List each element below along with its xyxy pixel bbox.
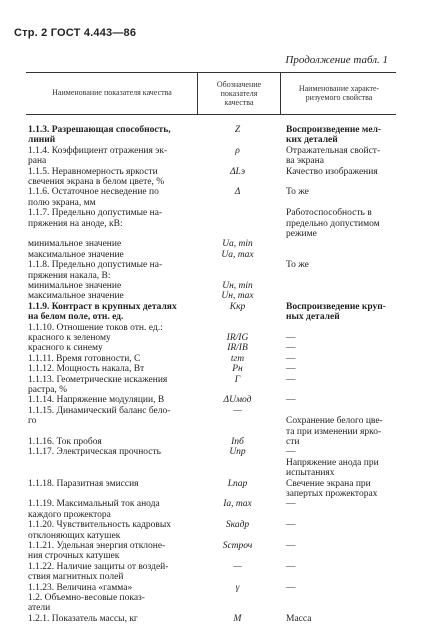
- property-name: —: [286, 499, 296, 510]
- property-name: То же: [286, 187, 309, 198]
- property-name: Работоспособность в: [286, 208, 372, 219]
- indicator-name: го: [28, 416, 37, 427]
- indicator-symbol: IR/IB: [227, 343, 248, 354]
- property-name: режиме: [286, 229, 317, 239]
- indicator-name: красного к синему: [28, 343, 103, 354]
- indicator-symbol: —: [233, 561, 242, 572]
- table-row: [0, 427, 422, 437]
- indicator-symbol: ΔLэ: [229, 166, 246, 177]
- indicator-symbol: —: [233, 405, 242, 416]
- table-row: [0, 135, 422, 145]
- table-row: [0, 395, 422, 405]
- property-name: ва экрана: [286, 156, 324, 167]
- table-row: [0, 593, 422, 603]
- indicator-name: 1.1.14. Напряжение модуляции, В: [28, 395, 165, 406]
- indicator-name: 1.1.4. Коэффициент отражения эк-: [28, 145, 168, 156]
- indicator-name: 1.1.11. Время готовности, С: [28, 353, 141, 364]
- table-row: [0, 562, 422, 572]
- property-name: запертых прожекторах: [286, 489, 378, 499]
- property-name: Качество изображения: [286, 166, 378, 177]
- indicator-symbol: tгт: [230, 353, 245, 364]
- indicator-name: 1.1.15. Динамический баланс бело-: [28, 405, 171, 416]
- indicator-name: атели: [28, 603, 51, 614]
- table-row: [0, 458, 422, 468]
- property-name: Напряжение анода при: [286, 457, 379, 468]
- indicator-symbol: ρ: [235, 145, 240, 156]
- indicator-symbol: Kкр: [229, 301, 246, 312]
- table-row: [0, 250, 422, 260]
- indicator-name: 1.1.3. Разрешающая способность,: [28, 125, 171, 135]
- table-row: [0, 520, 422, 530]
- indicator-name: максимальное значение: [28, 249, 124, 260]
- table-row: [0, 229, 422, 239]
- table-row: [0, 385, 422, 395]
- column-divider-2: [280, 72, 281, 114]
- property-name: —: [286, 374, 296, 385]
- property-name: —: [286, 520, 296, 531]
- indicator-symbol: Uн, max: [221, 291, 254, 302]
- property-name: испытаниях: [286, 468, 335, 479]
- table-row: [0, 198, 422, 208]
- property-name: Воспроизведение мел-: [286, 125, 382, 135]
- indicator-name: 1.1.23. Величина «гамма»: [28, 582, 133, 593]
- indicator-symbol: ΔUмод: [223, 395, 252, 406]
- indicator-symbol: Lпар: [227, 478, 248, 489]
- property-name: То же: [286, 260, 309, 271]
- property-name: —: [286, 333, 296, 343]
- indicator-symbol: Iпб: [231, 437, 244, 447]
- indicator-name: красного к зеленому: [28, 333, 111, 343]
- table-row: [0, 541, 422, 551]
- property-name: Сохранение белого цве-: [286, 416, 383, 427]
- indicator-name: 1.1.7. Предельно допустимые на-: [28, 208, 163, 219]
- table-row: [0, 551, 422, 561]
- table-row: [0, 531, 422, 541]
- property-name: —: [286, 353, 296, 364]
- table-row: [0, 323, 422, 333]
- property-name: Свечение экрана при: [286, 478, 371, 489]
- column-header-symbol: Обозначение показателя качества: [216, 80, 262, 107]
- table-row: [0, 281, 422, 291]
- property-name: —: [286, 447, 296, 458]
- table-row: [0, 416, 422, 426]
- indicator-name: 1.1.16. Ток пробоя: [28, 437, 102, 447]
- property-name: ких деталей: [286, 135, 338, 146]
- indicator-name: на белом поле, отн. ед.: [28, 312, 124, 323]
- table-row: [0, 499, 422, 509]
- property-name: та при изменении ярко-: [286, 426, 382, 437]
- indicator-name: полю экрана, мм: [28, 197, 96, 208]
- indicator-name: 1.1.12. Мощность накала, Вт: [28, 364, 145, 375]
- indicator-name: каждого прожектора: [28, 509, 111, 520]
- indicator-symbol: Iа, max: [223, 499, 252, 510]
- indicator-name: рана: [28, 156, 47, 167]
- indicator-symbol: Sстроч: [222, 541, 253, 551]
- table-header-rule: [26, 114, 396, 115]
- indicator-name: 1.1.22. Наличие защиты от воздей-: [28, 561, 169, 572]
- indicator-name: 1.2.1. Показатель массы, кг: [28, 613, 138, 624]
- property-name: предельно допустимом: [286, 218, 380, 229]
- table-row: [0, 343, 422, 353]
- table-row: [0, 479, 422, 489]
- indicator-name: 1.1.20. Чувствительность кадровых: [28, 520, 172, 531]
- table-row: [0, 375, 422, 385]
- indicator-symbol: Δ: [234, 187, 241, 198]
- property-name: —: [286, 582, 296, 593]
- indicator-name: 1.1.18. Паразитная эмиссия: [28, 478, 139, 489]
- indicator-name: пряжения на аноде, кВ:: [28, 218, 123, 229]
- indicator-symbol: Z: [234, 125, 241, 135]
- indicator-symbol: γ: [235, 582, 240, 593]
- property-name: —: [286, 343, 296, 354]
- table-row: [0, 125, 422, 135]
- indicator-name: 1.2. Объемно-весовые показ-: [28, 593, 145, 603]
- property-name: —: [286, 364, 296, 375]
- indicator-symbol: Uпр: [229, 447, 246, 458]
- indicator-name: 1.1.13. Геометрические искажения: [28, 374, 168, 385]
- table-row: [0, 146, 422, 156]
- table-row: [0, 271, 422, 281]
- table-row: [0, 333, 422, 343]
- table-row: [0, 208, 422, 218]
- property-name: ных деталей: [286, 312, 340, 323]
- indicator-symbol: Sкадр: [225, 520, 250, 531]
- indicator-name: растра, %: [28, 385, 68, 395]
- indicator-name: минимальное значение: [28, 281, 122, 291]
- table-row: [0, 291, 422, 301]
- indicator-name: 1.1.5. Неравномерность яркости: [28, 166, 158, 177]
- table-row: [0, 489, 422, 499]
- table-row: [0, 572, 422, 582]
- table-row: [0, 239, 422, 249]
- table-row: [0, 219, 422, 229]
- indicator-name: 1.1.9. Контраст в крупных деталях: [28, 301, 177, 312]
- indicator-symbol: Uа, max: [221, 249, 254, 260]
- indicator-name: 1.1.10. Отношение токов отн. ед.:: [28, 322, 163, 333]
- indicator-name: отклоняющих катушек: [28, 530, 121, 541]
- indicator-name: 1.1.19. Максимальный ток анода: [28, 499, 160, 510]
- indicator-name: ствия магнитных полей: [28, 572, 124, 583]
- indicator-name: 1.1.21. Удельная энергия отклоне-: [28, 541, 166, 551]
- property-name: —: [286, 561, 296, 572]
- table-row: [0, 354, 422, 364]
- table-row: [0, 468, 422, 478]
- indicator-symbol: Uн, min: [222, 281, 253, 291]
- indicator-name: 1.1.8. Предельно допустимые на-: [28, 260, 163, 271]
- indicator-symbol: IR/IG: [226, 333, 249, 343]
- table-row: [0, 603, 422, 613]
- indicator-name: свечения экрана в белом цвете, %: [28, 177, 165, 187]
- table-row: [0, 167, 422, 177]
- indicator-name: линий: [28, 135, 56, 146]
- indicator-name: 1.1.6. Остаточное несведение по: [28, 187, 159, 198]
- column-header-property: Наименование характе- ризуемого свойства: [298, 84, 380, 102]
- table-row: [0, 260, 422, 270]
- indicator-symbol: Г: [234, 374, 241, 385]
- table-top-rule: [26, 72, 396, 73]
- indicator-name: пряжения накала, В:: [28, 270, 111, 281]
- table-row: [0, 614, 422, 624]
- table-row: [0, 447, 422, 457]
- indicator-name: ния строчных катушек: [28, 551, 120, 562]
- column-header-name: Наименование показателя качества: [52, 88, 172, 97]
- table-row: [0, 583, 422, 593]
- table-row: [0, 187, 422, 197]
- table-row: [0, 312, 422, 322]
- indicator-symbol: Uа, min: [222, 239, 253, 250]
- property-name: Масса: [286, 613, 312, 624]
- continuation-label: Продолжение табл. 1: [285, 54, 388, 66]
- indicator-name: минимальное значение: [28, 239, 122, 250]
- indicator-symbol: Pн: [232, 364, 243, 375]
- table-row: [0, 406, 422, 416]
- property-name: Отражательная свойст-: [286, 145, 381, 156]
- property-name: Воспроизведение круп-: [286, 301, 386, 312]
- property-name: —: [286, 541, 296, 551]
- table-row: [0, 510, 422, 520]
- property-name: —: [286, 395, 296, 406]
- table-row: [0, 437, 422, 447]
- indicator-name: 1.1.17. Электрическая прочность: [28, 447, 161, 458]
- table-row: [0, 156, 422, 166]
- indicator-name: максимальное значение: [28, 291, 124, 302]
- table-row: [0, 177, 422, 187]
- table-row: [0, 364, 422, 374]
- property-name: сти: [286, 437, 300, 447]
- indicator-symbol: M: [233, 613, 242, 624]
- page-header: Стр. 2 ГОСТ 4.443—86: [14, 27, 137, 39]
- table-row: [0, 302, 422, 312]
